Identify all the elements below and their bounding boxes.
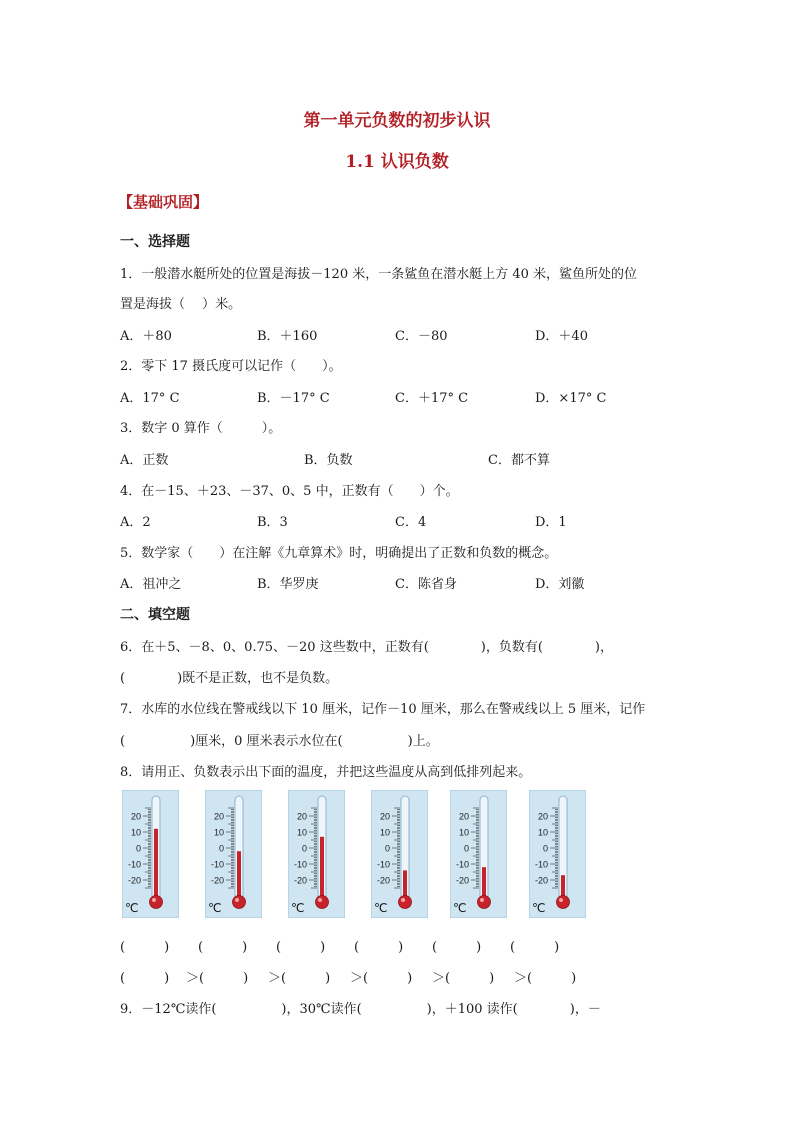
- q1-text-2: 置是海拔（ ）米。: [120, 297, 242, 312]
- part-heading-fill: 二、填空题: [120, 607, 190, 623]
- order-blank[interactable]: ＞( ): [432, 971, 495, 986]
- page-title: 第一单元负数的初步认识: [303, 111, 491, 131]
- thermometer: [288, 790, 345, 918]
- unit-label: ℃: [532, 901, 546, 915]
- scale-label: 10: [458, 827, 469, 838]
- scale-label: 10: [213, 827, 224, 838]
- bulb-highlight: [318, 898, 322, 902]
- q2-option-c: C．＋17° C: [395, 391, 469, 406]
- scale-label: 0: [218, 843, 224, 854]
- q1-option-b: B．＋160: [257, 329, 318, 344]
- q4-text: 4．在－15、＋23、－37、0、5 中，正数有（ ）个。: [120, 484, 459, 499]
- q1-text-1: 1．一般潜水艇所处的位置是海拔－120 米，一条鲨鱼在潜水艇上方 40 米，鲨鱼所处的位: [120, 267, 638, 282]
- scale-label: 0: [542, 843, 548, 854]
- q2-option-b: B．－17° C: [257, 391, 330, 406]
- scale-label: 20: [537, 811, 548, 822]
- scale-label: 0: [463, 843, 469, 854]
- mercury-column: [237, 851, 241, 902]
- scale-label: 20: [379, 811, 390, 822]
- q3-option-c: C．都不算: [488, 453, 550, 468]
- scale-label: -10: [376, 859, 390, 870]
- q4-option-b: B．3: [257, 515, 288, 530]
- scale-label: -20: [534, 875, 548, 886]
- unit-label: ℃: [374, 901, 388, 915]
- q5-text: 5．数学家（ ）在注解《九章算术》时，明确提出了正数和负数的概念。: [120, 546, 558, 561]
- answer-blank[interactable]: ( ): [276, 940, 326, 955]
- scale-label: -10: [210, 859, 224, 870]
- scale-label: 20: [130, 811, 141, 822]
- q2-option-d: D．×17° C: [535, 391, 607, 406]
- section-tag: 【基础巩固】: [118, 193, 209, 211]
- q4-option-a: A．2: [120, 515, 151, 530]
- answer-blank[interactable]: ( ): [432, 940, 482, 955]
- q6-text-2: ( )既不是正数，也不是负数。: [120, 671, 339, 686]
- scale-label: -20: [293, 875, 307, 886]
- part-heading-choice: 一、选择题: [120, 234, 190, 250]
- unit-label: ℃: [208, 901, 222, 915]
- thermometer-bulb: [478, 896, 491, 909]
- q1-option-c: C．－80: [395, 329, 448, 344]
- q7-text-1: 7．水库的水位线在警戒线以下 10 厘米，记作－10 厘米，那么在警戒线以上 5 厘米，记作: [120, 702, 646, 717]
- q5-option-c: C．陈省身: [395, 577, 457, 592]
- scale-label: -20: [127, 875, 141, 886]
- q5-option-d: D．刘徽: [535, 577, 585, 592]
- q1-option-d: D．＋40: [535, 329, 588, 344]
- scale-label: -10: [455, 859, 469, 870]
- scale-label: 10: [296, 827, 307, 838]
- q7-text-2: ( )厘米，0 厘米表示水位在( )上。: [120, 734, 439, 749]
- answer-blank[interactable]: ( ): [354, 940, 404, 955]
- thermometer: [371, 790, 428, 918]
- scale-label: -20: [210, 875, 224, 886]
- order-blank[interactable]: ＞( ): [350, 971, 413, 986]
- thermometer-graphic: [450, 790, 507, 918]
- thermometer-bulb: [557, 896, 570, 909]
- scale-label: 0: [135, 843, 141, 854]
- scale-label: -10: [293, 859, 307, 870]
- q5-option-a: A．祖冲之: [120, 577, 182, 592]
- scale-label: -10: [127, 859, 141, 870]
- unit-label: ℃: [125, 901, 139, 915]
- q1-option-a: A．＋80: [120, 329, 172, 344]
- scale-label: 10: [379, 827, 390, 838]
- scale-label: 10: [537, 827, 548, 838]
- thermometer-bulb: [399, 896, 412, 909]
- scale-label: 20: [458, 811, 469, 822]
- q2-option-a: A．17° C: [120, 391, 180, 406]
- bulb-highlight: [480, 898, 484, 902]
- scale-label: 10: [130, 827, 141, 838]
- bulb-highlight: [401, 898, 405, 902]
- scale-label: 20: [213, 811, 224, 822]
- q8-text: 8．请用正、负数表示出下面的温度，并把这些温度从高到低排列起来。: [120, 765, 532, 780]
- thermometer-graphic: [529, 790, 586, 918]
- order-blank[interactable]: ＞( ): [268, 971, 331, 986]
- thermometer-graphic: [122, 790, 179, 918]
- thermometer: [529, 790, 586, 918]
- q4-option-c: C．4: [395, 515, 427, 530]
- mercury-column: [320, 837, 324, 902]
- scale-label: 0: [301, 843, 307, 854]
- q3-text: 3．数字 0 算作（ ）。: [120, 421, 282, 436]
- thermometer-graphic: [371, 790, 428, 918]
- thermometer-graphic: [205, 790, 262, 918]
- q3-option-a: A．正数: [120, 453, 169, 468]
- lesson-subtitle: 1.1 认识负数: [345, 152, 449, 172]
- q9-text: 9．－12℃读作( )，30℃读作( )，＋100 读作( )，－: [120, 1002, 601, 1017]
- answer-blank[interactable]: ( ): [510, 940, 560, 955]
- unit-label: ℃: [453, 901, 467, 915]
- scale-label: -20: [455, 875, 469, 886]
- thermometer: [122, 790, 179, 918]
- order-blank[interactable]: ＞( ): [514, 971, 577, 986]
- q2-text: 2．零下 17 摄氏度可以记作（ ）。: [120, 359, 342, 374]
- order-blank[interactable]: ( ): [120, 971, 170, 986]
- thermometer-graphic: [288, 790, 345, 918]
- bulb-highlight: [559, 898, 563, 902]
- mercury-column: [154, 829, 158, 902]
- bulb-highlight: [152, 898, 156, 902]
- q3-option-b: B．负数: [304, 453, 353, 468]
- thermometer-bulb: [150, 896, 163, 909]
- q5-option-b: B．华罗庚: [257, 577, 319, 592]
- bulb-highlight: [235, 898, 239, 902]
- scale-label: -10: [534, 859, 548, 870]
- answer-blank[interactable]: ( ): [198, 940, 248, 955]
- thermometer-bulb: [316, 896, 329, 909]
- order-blank[interactable]: ＞( ): [186, 971, 249, 986]
- thermometer-row: [122, 790, 592, 920]
- thermometer-bulb: [233, 896, 246, 909]
- scale-label: 0: [384, 843, 390, 854]
- thermometer: [450, 790, 507, 918]
- thermometer: [205, 790, 262, 918]
- q4-option-d: D．1: [535, 515, 567, 530]
- answer-blank[interactable]: ( ): [120, 940, 170, 955]
- q6-text-1: 6．在＋5、－8、0、0.75、－20 这些数中，正数有( )，负数有( )，: [120, 640, 613, 655]
- scale-label: -20: [376, 875, 390, 886]
- unit-label: ℃: [291, 901, 305, 915]
- scale-label: 20: [296, 811, 307, 822]
